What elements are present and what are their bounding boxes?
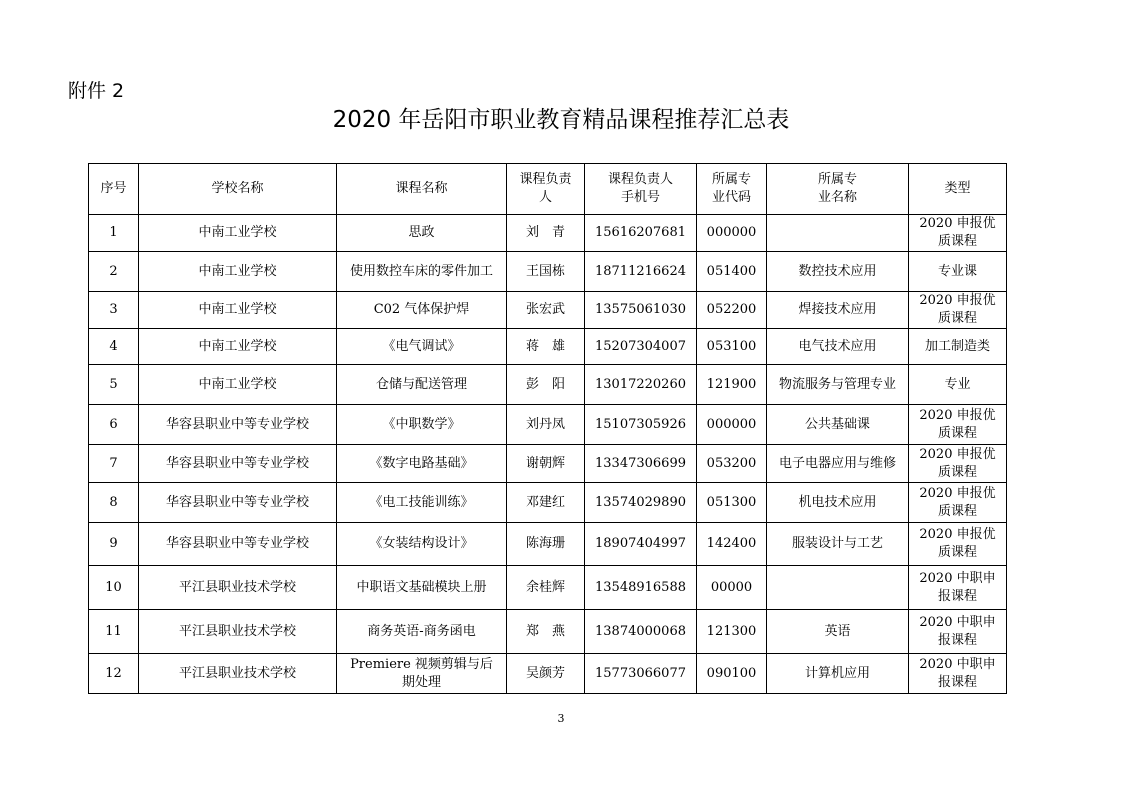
cell-type: 加工制造类 bbox=[909, 329, 1007, 365]
header-course-lead: 课程负责 人 bbox=[507, 164, 585, 215]
cell-course-lead: 余桂辉 bbox=[507, 566, 585, 610]
cell-lead-phone: 13347306699 bbox=[585, 445, 697, 483]
cell-course-lead: 彭 阳 bbox=[507, 365, 585, 405]
cell-lead-phone: 13548916588 bbox=[585, 566, 697, 610]
cell-course-name: 《电气调试》 bbox=[337, 329, 507, 365]
cell-course-name: 思政 bbox=[337, 215, 507, 252]
cell-major-code: 121900 bbox=[697, 365, 767, 405]
header-school-name: 学校名称 bbox=[139, 164, 337, 215]
cell-index: 3 bbox=[89, 292, 139, 329]
cell-school-name: 中南工业学校 bbox=[139, 292, 337, 329]
cell-major-name: 服装设计与工艺 bbox=[767, 523, 909, 566]
document-title: 2020 年岳阳市职业教育精品课程推荐汇总表 bbox=[332, 107, 790, 133]
cell-course-lead: 郑 燕 bbox=[507, 610, 585, 654]
cell-school-name: 华容县职业中等专业学校 bbox=[139, 405, 337, 445]
header-lead-phone: 课程负责人 手机号 bbox=[585, 164, 697, 215]
cell-major-name bbox=[767, 215, 909, 252]
cell-course-lead: 谢朝辉 bbox=[507, 445, 585, 483]
cell-type: 2020 申报优 质课程 bbox=[909, 523, 1007, 566]
cell-type: 2020 申报优 质课程 bbox=[909, 445, 1007, 483]
table-row bbox=[89, 252, 1007, 292]
cell-lead-phone: 13017220260 bbox=[585, 365, 697, 405]
cell-type: 2020 申报优 质课程 bbox=[909, 292, 1007, 329]
cell-type: 2020 中职申 报课程 bbox=[909, 566, 1007, 610]
cell-major-name: 数控技术应用 bbox=[767, 252, 909, 292]
cell-lead-phone: 15207304007 bbox=[585, 329, 697, 365]
cell-lead-phone: 18711216624 bbox=[585, 252, 697, 292]
cell-lead-phone: 13874000068 bbox=[585, 610, 697, 654]
table-row bbox=[89, 365, 1007, 405]
cell-course-name: 《数字电路基础》 bbox=[337, 445, 507, 483]
cell-index: 11 bbox=[89, 610, 139, 654]
table-row bbox=[89, 483, 1007, 523]
cell-major-name bbox=[767, 566, 909, 610]
cell-index: 2 bbox=[89, 252, 139, 292]
table-row bbox=[89, 445, 1007, 483]
cell-course-lead: 蒋 雄 bbox=[507, 329, 585, 365]
cell-major-code: 00000 bbox=[697, 566, 767, 610]
cell-major-code: 000000 bbox=[697, 215, 767, 252]
cell-course-name: C02 气体保护焊 bbox=[337, 292, 507, 329]
header-row bbox=[89, 164, 1007, 215]
cell-lead-phone: 15616207681 bbox=[585, 215, 697, 252]
cell-course-lead: 刘 青 bbox=[507, 215, 585, 252]
cell-type: 专业 bbox=[909, 365, 1007, 405]
cell-course-lead: 刘丹凤 bbox=[507, 405, 585, 445]
cell-index: 1 bbox=[89, 215, 139, 252]
attachment-label: 附件 2 bbox=[68, 80, 125, 102]
page-number: 3 bbox=[557, 712, 565, 725]
cell-school-name: 平江县职业技术学校 bbox=[139, 654, 337, 694]
cell-school-name: 平江县职业技术学校 bbox=[139, 566, 337, 610]
table-row bbox=[89, 523, 1007, 566]
cell-type: 2020 申报优 质课程 bbox=[909, 483, 1007, 523]
cell-lead-phone: 13575061030 bbox=[585, 292, 697, 329]
cell-course-lead: 邓建红 bbox=[507, 483, 585, 523]
cell-course-name: 仓储与配送管理 bbox=[337, 365, 507, 405]
cell-lead-phone: 18907404997 bbox=[585, 523, 697, 566]
cell-course-name: Premiere 视频剪辑与后 期处理 bbox=[337, 654, 507, 694]
cell-index: 7 bbox=[89, 445, 139, 483]
cell-school-name: 华容县职业中等专业学校 bbox=[139, 483, 337, 523]
cell-school-name: 华容县职业中等专业学校 bbox=[139, 445, 337, 483]
cell-school-name: 中南工业学校 bbox=[139, 329, 337, 365]
cell-major-code: 051400 bbox=[697, 252, 767, 292]
table-row bbox=[89, 566, 1007, 610]
cell-school-name: 中南工业学校 bbox=[139, 252, 337, 292]
header-type: 类型 bbox=[909, 164, 1007, 215]
table-body bbox=[89, 215, 1007, 694]
cell-type: 2020 中职申 报课程 bbox=[909, 610, 1007, 654]
cell-major-code: 053200 bbox=[697, 445, 767, 483]
cell-course-name: 《中职数学》 bbox=[337, 405, 507, 445]
cell-index: 10 bbox=[89, 566, 139, 610]
cell-major-code: 053100 bbox=[697, 329, 767, 365]
cell-index: 6 bbox=[89, 405, 139, 445]
cell-type: 专业课 bbox=[909, 252, 1007, 292]
cell-course-name: 《女装结构设计》 bbox=[337, 523, 507, 566]
cell-major-name: 物流服务与管理专业 bbox=[767, 365, 909, 405]
cell-school-name: 华容县职业中等专业学校 bbox=[139, 523, 337, 566]
table-header bbox=[89, 164, 1007, 215]
cell-major-name: 焊接技术应用 bbox=[767, 292, 909, 329]
cell-major-code: 121300 bbox=[697, 610, 767, 654]
cell-major-name: 电气技术应用 bbox=[767, 329, 909, 365]
cell-major-name: 机电技术应用 bbox=[767, 483, 909, 523]
header-major-code: 所属专 业代码 bbox=[697, 164, 767, 215]
cell-major-code: 142400 bbox=[697, 523, 767, 566]
cell-index: 12 bbox=[89, 654, 139, 694]
cell-type: 2020 申报优 质课程 bbox=[909, 215, 1007, 252]
cell-course-lead: 陈海珊 bbox=[507, 523, 585, 566]
table-row bbox=[89, 292, 1007, 329]
cell-major-name: 英语 bbox=[767, 610, 909, 654]
cell-major-code: 051300 bbox=[697, 483, 767, 523]
cell-index: 9 bbox=[89, 523, 139, 566]
cell-course-name: 中职语文基础模块上册 bbox=[337, 566, 507, 610]
header-course-name: 课程名称 bbox=[337, 164, 507, 215]
header-index: 序号 bbox=[89, 164, 139, 215]
cell-lead-phone: 15773066077 bbox=[585, 654, 697, 694]
table-row bbox=[89, 329, 1007, 365]
cell-lead-phone: 15107305926 bbox=[585, 405, 697, 445]
cell-type: 2020 中职申 报课程 bbox=[909, 654, 1007, 694]
cell-type: 2020 申报优 质课程 bbox=[909, 405, 1007, 445]
cell-course-name: 使用数控车床的零件加工 bbox=[337, 252, 507, 292]
cell-index: 4 bbox=[89, 329, 139, 365]
cell-major-code: 052200 bbox=[697, 292, 767, 329]
table-row bbox=[89, 610, 1007, 654]
cell-course-lead: 王国栋 bbox=[507, 252, 585, 292]
course-summary-table bbox=[88, 163, 1007, 694]
cell-major-name: 电子电器应用与维修 bbox=[767, 445, 909, 483]
cell-school-name: 平江县职业技术学校 bbox=[139, 610, 337, 654]
cell-major-code: 090100 bbox=[697, 654, 767, 694]
cell-major-name: 公共基础课 bbox=[767, 405, 909, 445]
cell-school-name: 中南工业学校 bbox=[139, 215, 337, 252]
table-row bbox=[89, 405, 1007, 445]
cell-course-lead: 张宏武 bbox=[507, 292, 585, 329]
cell-course-name: 《电工技能训练》 bbox=[337, 483, 507, 523]
cell-index: 5 bbox=[89, 365, 139, 405]
cell-major-code: 000000 bbox=[697, 405, 767, 445]
cell-lead-phone: 13574029890 bbox=[585, 483, 697, 523]
header-major-name: 所属专 业名称 bbox=[767, 164, 909, 215]
cell-school-name: 中南工业学校 bbox=[139, 365, 337, 405]
cell-course-name: 商务英语-商务函电 bbox=[337, 610, 507, 654]
table-row bbox=[89, 654, 1007, 694]
table-row bbox=[89, 215, 1007, 252]
cell-course-lead: 吴颜芳 bbox=[507, 654, 585, 694]
cell-index: 8 bbox=[89, 483, 139, 523]
cell-major-name: 计算机应用 bbox=[767, 654, 909, 694]
